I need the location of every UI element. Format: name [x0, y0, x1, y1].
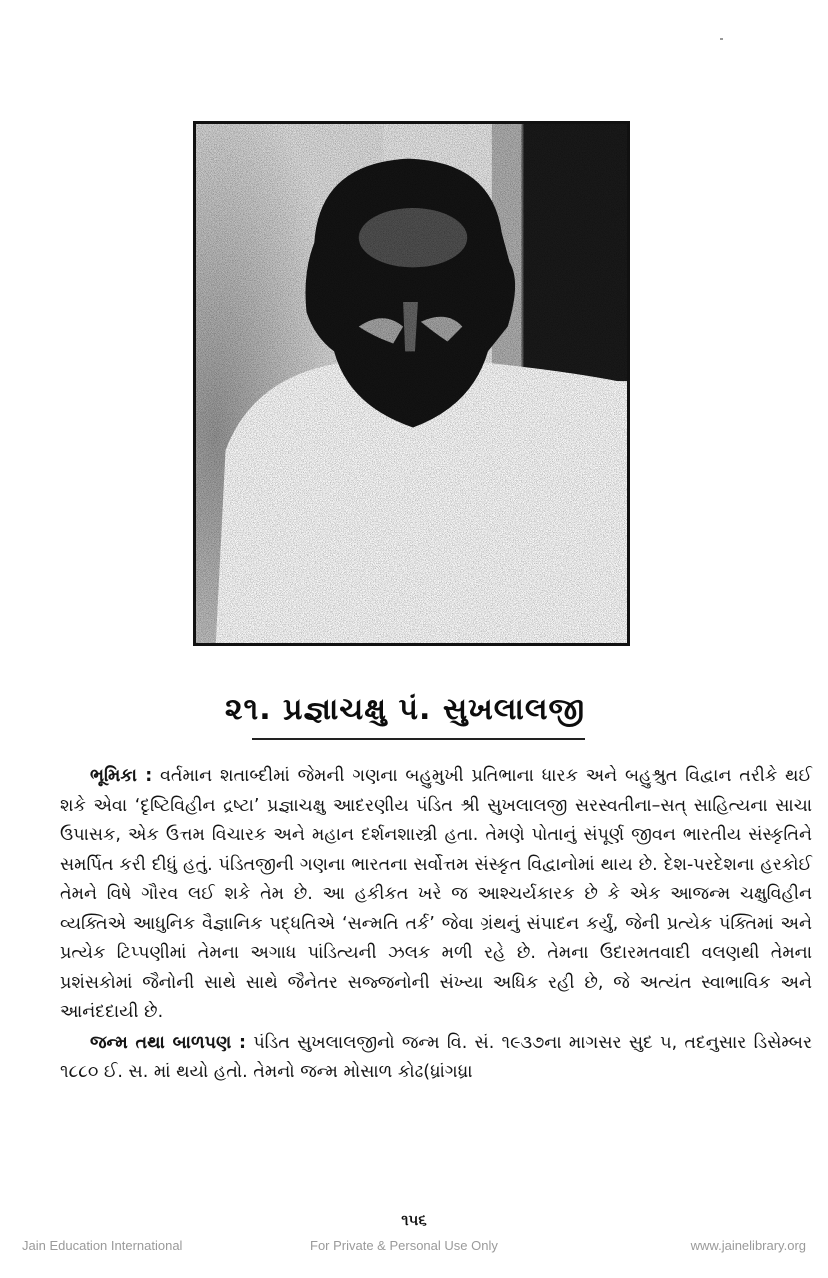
page-number: ૧૫૬	[401, 1211, 427, 1229]
footer-usage-note: For Private & Personal Use Only	[310, 1238, 498, 1253]
title-underline	[252, 738, 585, 740]
paragraph-text: પંડિત સુખલાલજીનો જન્મ વિ. સં. ૧૯૩૭ના માગસર સુદ ૫, તદનુસાર ડિસેમ્બર ૧૮૮૦ ઈ. સ. માં થયો હતો. તેમનો જન્મ મોસાળ કોઢ(ધ્રાંગધ્રા	[60, 1032, 812, 1082]
portrait-photo	[193, 121, 630, 646]
portrait-image-icon	[196, 124, 627, 643]
footer-watermark	[0, 1238, 828, 1258]
footer-website-link[interactable]: www.jainelibrary.org	[690, 1238, 806, 1253]
footer-publisher: Jain Education International	[22, 1238, 183, 1253]
section-lead-introduction: ભૂમિકા :	[90, 766, 153, 786]
paragraph-text: વર્તમાન શતાબ્દીમાં જેમની ગણના બહુમુખી પ્રતિભાના ધારક અને બહુશ્રુત વિદ્વાન તરીકે થઈ શકે એવા ‘દૃષ્ટિવિહીન દ્રષ્ટા’ પ્રજ્ઞાચક્ષુ આદરણીય પંડિત શ્રી સુખલાલજી સરસ્વતીના–સત્ સાહિત્યના સાચા ઉપાસક, એક ઉત્તમ વિચારક અને મહાન દર્શનશાસ્ત્રી હતા. તેમણે પોતાનું સંપૂર્ણ જીવન ભારતીય સંસ્કૃતિને સમર્પિત કરી દીધું હતું. પંડિતજીની ગણના ભારતના સર્વોત્તમ સંસ્કૃત વિદ્વાનોમાં થાય છે. દેશ-પરદેશના હરકોઈ તેમને વિષે ગૌરવ લઈ શકે તેમ છે. આ હકીકત ખરે જ આશ્ચર્યકારક છે કે એક આજન્મ ચક્ષુવિહીન વ્યક્તિએ આધુનિક વૈજ્ઞાનિક પદ્ધતિએ ‘સન્મતિ તર્ક’ જેવા ગ્રંથનું સંપાદન કર્યું, જેની પ્રત્યેક પંક્તિમાં અને પ્રત્યેક ટિપ્પણીમાં તેમના અગાધ પાંડિત્યની ઝલક મળી રહે છે. તેમના ઉદારમતવાદી વલણથી તેમના પ્રશંસકોમાં જૈનોની સાથે સાથે જૈનેતર સજ્જનોની સંખ્યા અધિક રહી છે, જે અત્યંત સ્વાભાવિક અને આનંદદાયી છે.	[60, 766, 812, 1022]
paragraph-birth-childhood	[60, 1029, 812, 1088]
section-lead-birth: જન્મ તથા બાળપણ :	[90, 1032, 247, 1053]
article-body	[60, 762, 812, 1088]
scan-speck	[720, 38, 723, 40]
chapter-title: ૨૧. પ્રજ્ઞાચક્ષુ પં. સુખલાલજી	[224, 692, 586, 727]
paragraph-introduction	[60, 762, 812, 1028]
